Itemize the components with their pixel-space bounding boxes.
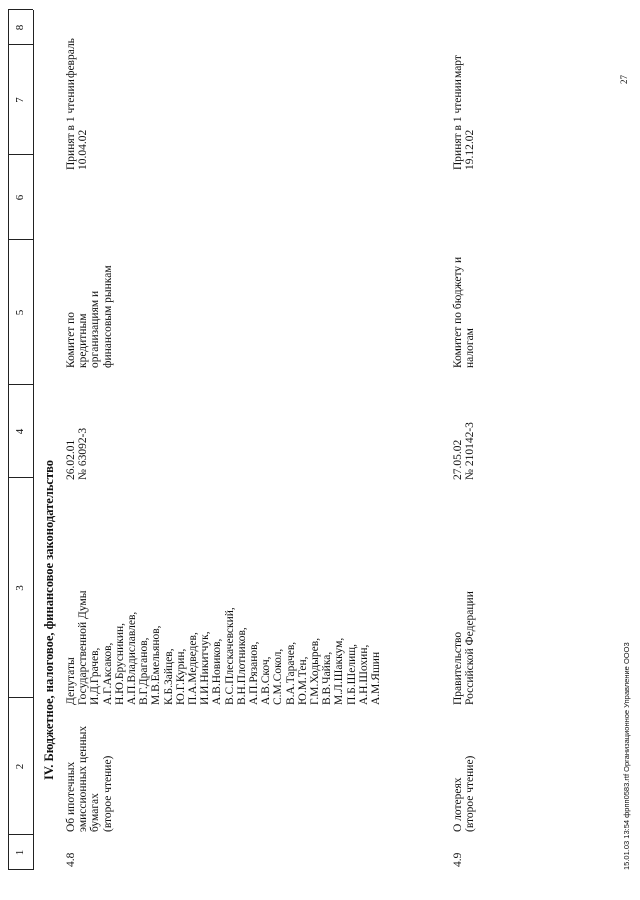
date-and-registration: 27.05.02 № 210142-3 xyxy=(452,422,477,480)
committee: Комитет по кредитным организациям и финансовым рынкам xyxy=(65,265,114,368)
column-header-6: 6 xyxy=(14,194,26,201)
reading-status: Принят в 1 чтении 19.12.02 xyxy=(452,79,477,170)
schedule-month: март xyxy=(452,55,464,78)
row-number: 4.9 xyxy=(452,852,464,867)
row-number: 4.8 xyxy=(65,852,77,867)
header-top-border xyxy=(8,10,9,870)
bill-authors: Депутаты Государственной Думы И.Д.Грачев, А.Г.Аксаков, Н.Ю.Брусникин, А.П.Владиславлев, В.Г.Драганов, М.В.Емельянов, К.Б.Зайцев, Ю.Г.Курин, П.А.Медведев, И.И.Никитчук, А.В.Новиков, В.С.Плескачевский, В.Н.Плотников, А.П.Рязанов, А.В.Скоч, С.М.Сокол, В.А.Тарачев, Ю.М.Тен, Г.М.Ходырев, В.В.Чайка, М.Л.Шаккум, П.Б.Шелищ, А.Н.Шохин, А.М.Яшин xyxy=(65,590,383,705)
column-header-1: 1 xyxy=(14,849,26,856)
header-bottom-border xyxy=(33,10,34,870)
column-header-8: 8 xyxy=(14,24,26,31)
date-and-registration: 26.02.01 № 63092-3 xyxy=(65,427,90,480)
column-header-4: 4 xyxy=(14,428,26,435)
committee: Комитет по бюджету и налогам xyxy=(452,256,477,368)
bill-authors: Правительство Российской Федерации xyxy=(452,591,477,705)
section-title: IV. Бюджетное, налоговое, финансовое законодательство xyxy=(42,459,56,780)
reading-status: Принят в 1 чтении 10.04.02 xyxy=(65,79,90,170)
column-header-2: 2 xyxy=(14,763,26,770)
column-header-7: 7 xyxy=(14,97,26,103)
bill-title: Об ипотечных эмиссионных ценных бумагах (второе чтение) xyxy=(65,725,114,832)
print-footer: 15.01.03 13:54 фрпп0583.rtf Организационное Управление ООО3 xyxy=(622,642,631,870)
column-header-5: 5 xyxy=(14,309,26,316)
schedule-month: февраль xyxy=(65,38,77,78)
column-header-3: 3 xyxy=(14,585,26,591)
page-number: 27 xyxy=(619,75,629,84)
bill-title: О лотереях (второе чтение) xyxy=(452,755,477,832)
